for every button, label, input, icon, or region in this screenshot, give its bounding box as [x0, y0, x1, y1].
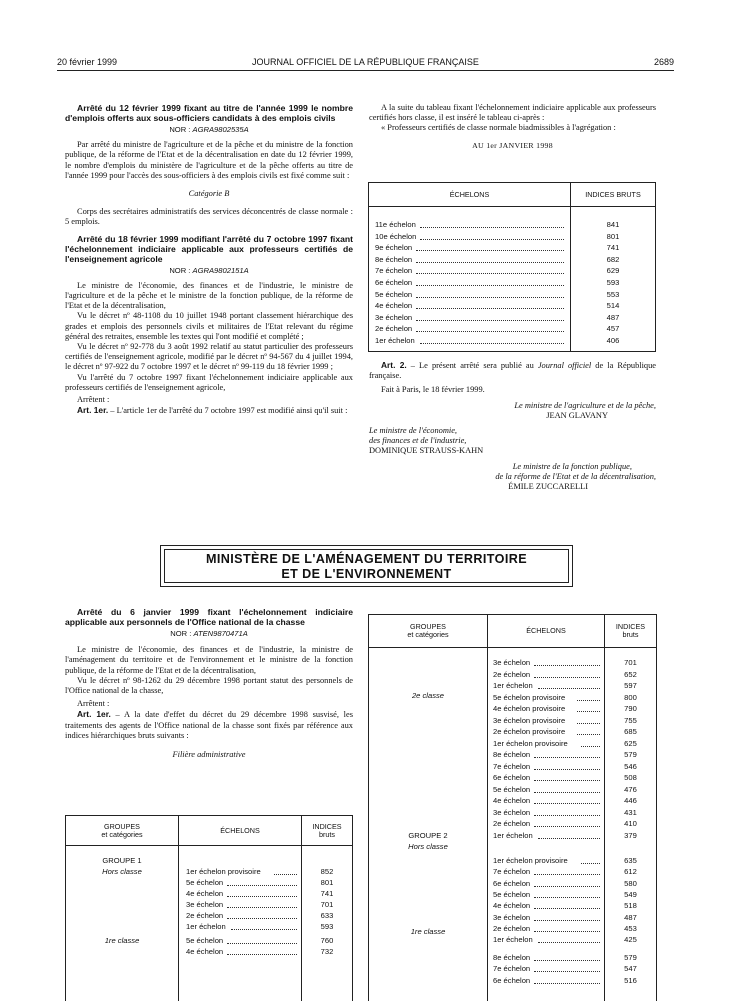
indice-value: 579: [624, 750, 637, 759]
indice-value: 790: [624, 704, 637, 713]
echelon-label: 11e échelon: [375, 220, 416, 229]
left-column-bottom: [65, 607, 353, 760]
paragraph: Le ministre de l'économie, des finances et de l'industrie, la ministre de l'aménagement du territoire et de l'environnement et le ministre de la fonction publique, de la réforme de l'Etat et de la décentralisation,: [65, 645, 353, 675]
indice-value: 514: [606, 301, 620, 311]
echelon-label: 1er échelon provisoire: [186, 867, 261, 876]
signatory-role: Le ministre de l'agriculture et de la pêche,: [514, 400, 656, 410]
header-rule: [57, 70, 674, 71]
indice-value: 410: [624, 819, 637, 828]
dotted-leader: [227, 885, 297, 886]
dotted-leader: [534, 908, 600, 909]
signatory-role: de la réforme de l'Etat et de la décentralisation,: [495, 471, 656, 481]
ministry-title-line1: MINISTÈRE DE L'AMÉNAGEMENT DU TERRITOIRE: [205, 552, 528, 566]
left-column-top: [65, 103, 353, 416]
dotted-leader: [534, 931, 600, 932]
echelon-label: 4e échelon: [375, 301, 413, 311]
dotted-leader: [577, 734, 600, 735]
dotted-leader: [534, 971, 600, 972]
dotted-leader: [416, 308, 564, 309]
dotted-leader: [227, 943, 297, 944]
dotted-leader: [534, 665, 600, 666]
indice-value: 553: [606, 289, 620, 299]
echelon-label: 1er échelon: [493, 935, 533, 945]
dotted-leader: [534, 815, 600, 816]
dotted-leader: [227, 954, 297, 955]
indice-value: 580: [624, 878, 637, 888]
indice-value: 701: [624, 658, 637, 667]
signatory-name: ÉMILE ZUCCARELLI: [508, 482, 588, 492]
dotted-leader: [416, 262, 564, 263]
dotted-leader: [581, 863, 600, 864]
signatory-role: Le ministre de l'économie,: [369, 426, 458, 436]
echelon-label: 2e échelon: [493, 669, 531, 679]
echelon-label: 8e échelon: [493, 750, 531, 759]
dotted-leader: [231, 929, 297, 930]
signatory-name: JEAN GLAVANY: [546, 410, 608, 420]
echelon-label: 6e échelon: [493, 878, 531, 888]
paragraph: Le ministre de l'économie, des finances et de l'industrie, le ministre de l'agriculture et de la pêche et le ministre de la fonction publique, de la réforme de l'Etat et de la décentralisation,: [65, 280, 353, 311]
indice-value: 741: [606, 243, 620, 253]
column-header-indices: INDICES BRUTS: [585, 190, 641, 199]
echelon-label: 3e échelon: [493, 912, 531, 922]
echelon-label: 10e échelon: [375, 231, 417, 241]
echelon-label: 4e échelon: [493, 796, 531, 805]
echelon-label: 3e échelon: [375, 312, 413, 322]
dotted-leader: [420, 343, 564, 344]
echelon-label: 1er échelon: [493, 681, 533, 690]
dotted-leader: [534, 792, 600, 793]
arretent-label: Arrêtent :: [77, 699, 110, 709]
arretent-label: Arrêtent :: [77, 395, 110, 405]
indice-value: 612: [624, 867, 637, 877]
column-header-groupes: GROUPES et catégories: [101, 822, 143, 839]
signatory-name: DOMINIQUE STRAUSS-KAHN: [369, 446, 484, 456]
nor-reference: NOR : AGRA9802535A: [169, 125, 249, 134]
table-date-label: AU 1er JANVIER 1998: [472, 140, 553, 150]
echelon-label: 2e échelon: [186, 911, 224, 920]
dotted-leader: [534, 780, 600, 781]
dotted-leader: [416, 250, 564, 251]
dotted-leader: [538, 688, 600, 689]
paragraph: Vu le décret nº 98-1262 du 29 décembre 1998 portant statut des personnels de l'Office national de la chasse,: [65, 675, 353, 696]
indice-value: 755: [624, 715, 637, 725]
indice-value: 801: [320, 878, 334, 887]
indice-value: 406: [606, 336, 620, 345]
dotted-leader: [227, 896, 297, 897]
echelon-label: 4e échelon: [186, 947, 224, 956]
dotted-leader: [420, 239, 564, 240]
echelon-label: 1er échelon: [186, 922, 226, 931]
dotted-leader: [416, 273, 564, 274]
header-journal-title: JOURNAL OFFICIEL DE LA RÉPUBLIQUE FRANÇAISE: [252, 57, 479, 67]
echelon-label: 8e échelon: [375, 254, 413, 264]
echelon-label: 3e échelon: [493, 658, 531, 667]
header-date: 20 février 1999: [57, 57, 118, 67]
class-label: 1re classe: [104, 936, 140, 945]
dotted-leader: [538, 838, 600, 839]
echelon-label: 5e échelon provisoire: [493, 692, 566, 702]
echelon-label: 1er échelon provisoire: [493, 738, 568, 748]
paragraph: Vu le décret nº 92-778 du 3 août 1992 relatif au statut particulier des professeurs certifiés de l'enseignement agricole, modifié par le décret nº 94-567 du 4 juillet 1994, le décret nº 97-922 du 7 octobre 1997 et le décret nº 99-119 du 18 février 1999 ;: [65, 342, 353, 372]
dotted-leader: [538, 942, 600, 943]
echelon-label: 2e échelon: [375, 324, 413, 334]
indice-value: 635: [624, 856, 637, 865]
indice-value: 633: [320, 911, 334, 920]
indice-value: 701: [320, 900, 334, 909]
dotted-leader: [534, 757, 600, 758]
echelon-label: 5e échelon: [493, 889, 531, 899]
signatory-role: Le ministre de la fonction publique,: [512, 461, 632, 471]
indices-table-office-chasse-1: [65, 815, 353, 1001]
dotted-leader: [420, 227, 564, 228]
echelon-label: 4e échelon: [493, 901, 531, 911]
dotted-leader: [534, 960, 600, 961]
dotted-leader: [534, 886, 600, 887]
article-1: Art. 1er. – L'article 1er de l'arrêté du 7 octobre 1997 est modifié ainsi qu'il suit :: [77, 405, 348, 416]
column-header-echelons: ÉCHELONS: [220, 826, 260, 835]
category-heading: Catégorie B: [188, 189, 230, 199]
dotted-leader: [416, 331, 564, 332]
paragraph: Par arrêté du ministre de l'agriculture et de la pêche et du ministre de la fonction publique, de la réforme de l'Etat et de la décentralisation en date du 12 février 1999, le nombre d'emplois du ministère de l'agriculture et de la pêche offerts au titre de l'année 1999 pour l'accès des sous-officiers à des emplois civils est fixé comme suit :: [65, 140, 353, 180]
nor-reference: NOR : AGRA9802151A: [169, 265, 249, 275]
echelon-label: 1er échelon: [493, 830, 533, 840]
dotted-leader: [534, 826, 600, 827]
echelon-label: 1er échelon provisoire: [493, 856, 568, 865]
paragraph: « Professeurs certifiés de classe normale biadmissibles à l'agrégation :: [381, 123, 616, 133]
indice-value: 625: [624, 738, 637, 748]
dotted-leader: [416, 297, 564, 298]
column-header-indices: INDICES bruts: [312, 822, 342, 839]
article-2: Art. 2. – Le présent arrêté sera publié au Journal officiel de la République française.: [369, 360, 656, 381]
indice-value: 741: [320, 889, 334, 898]
echelon-label: 3e échelon: [186, 900, 224, 909]
right-column-top: [369, 103, 656, 151]
dotted-leader: [416, 285, 564, 286]
indice-value: 487: [606, 312, 620, 322]
indice-value: 431: [624, 807, 637, 817]
dotted-leader: [416, 320, 564, 321]
filiere-heading: Filière administrative: [172, 750, 246, 760]
dotted-leader: [534, 803, 600, 804]
indice-value: 629: [606, 266, 620, 276]
echelon-label: 5e échelon: [186, 936, 224, 945]
class-label: 1re classe: [410, 927, 446, 936]
right-column-signatures: [369, 360, 656, 492]
echelon-label: 6e échelon: [375, 278, 413, 287]
column-header-indices: INDICES bruts: [615, 622, 646, 639]
indice-value: 593: [320, 922, 334, 931]
fait-a-paris: Fait à Paris, le 18 février 1999.: [381, 385, 485, 395]
indice-value: 508: [624, 773, 637, 782]
echelon-label: 4e échelon: [186, 889, 224, 898]
echelon-label: 8e échelon: [493, 953, 531, 962]
article-title: Arrêté du 6 janvier 1999 fixant l'échelonnement indiciaire applicable aux personnels de l'Office national de la chasse: [65, 607, 353, 627]
echelon-label: 9e échelon: [375, 243, 413, 253]
paragraph: Vu l'arrêté du 7 octobre 1997 fixant l'échelonnement indiciaire applicable aux professeurs certifiés de l'enseignement agricole,: [65, 372, 353, 392]
indice-value: 597: [624, 681, 637, 690]
dotted-leader: [274, 874, 297, 875]
indices-table-1998: [368, 182, 656, 352]
class-label: 2e classe: [411, 691, 445, 700]
indice-value: 453: [624, 923, 637, 933]
indice-value: 476: [624, 784, 637, 794]
echelon-label: 4e échelon provisoire: [493, 704, 566, 713]
dotted-leader: [577, 711, 600, 712]
indice-value: 549: [624, 889, 637, 899]
dotted-leader: [534, 677, 600, 678]
group-label: GROUPE 2: [408, 831, 448, 840]
nor-reference: NOR : ATEN9870471A: [170, 629, 248, 638]
indice-value: 685: [624, 727, 637, 736]
dotted-leader: [577, 723, 600, 724]
indice-value: 652: [624, 669, 637, 679]
dotted-leader: [581, 746, 600, 747]
echelon-label: 6e échelon: [493, 975, 531, 985]
indice-value: 446: [624, 796, 637, 805]
column-header-echelons: ÉCHELONS: [526, 626, 566, 635]
class-label: Hors classe: [102, 867, 142, 876]
indice-value: 379: [624, 830, 637, 840]
header-page-number: 2689: [653, 57, 674, 67]
indice-value: 487: [624, 912, 637, 922]
article-title: Arrêté du 18 février 1999 modifiant l'arrêté du 7 octobre 1997 fixant l'échelonnement indiciaire applicable aux professeurs certifiés de l'enseignement agricole: [65, 233, 353, 264]
indice-value: 732: [320, 947, 334, 956]
paragraph: Corps des secrétaires administratifs des services déconcentrés de classe normale : 5 emplois.: [65, 207, 353, 227]
echelon-label: 7e échelon: [493, 867, 531, 877]
echelon-label: 2e échelon: [493, 923, 531, 933]
dotted-leader: [534, 983, 600, 984]
echelon-label: 7e échelon: [375, 266, 413, 276]
running-header: [57, 57, 674, 69]
column-header-echelons: ÉCHELONS: [449, 190, 490, 199]
dotted-leader: [227, 907, 297, 908]
ministry-title-line2: ET DE L'ENVIRONNEMENT: [281, 567, 452, 581]
indice-value: 800: [624, 692, 637, 702]
indice-value: 593: [606, 278, 620, 287]
paragraph: A la suite du tableau fixant l'échelonnement indiciaire applicable aux professeurs certifiés hors classe, il est inséré le tableau ci-après :: [369, 103, 656, 123]
ministry-banner: [160, 545, 573, 587]
echelon-label: 7e échelon: [493, 964, 531, 974]
article-title: Arrêté du 12 février 1999 fixant au titre de l'année 1999 le nombre d'emplois offerts aux sous-officiers candidats à des emplois civils: [65, 103, 353, 123]
echelon-label: 5e échelon: [493, 784, 531, 794]
echelon-label: 7e échelon: [493, 761, 531, 771]
dotted-leader: [534, 769, 600, 770]
dotted-leader: [534, 920, 600, 921]
column-header-groupes: GROUPES et catégories: [407, 622, 449, 639]
dotted-leader: [227, 918, 297, 919]
indice-value: 546: [624, 761, 637, 771]
signatory-role: des finances et de l'industrie,: [369, 436, 467, 446]
echelon-label: 2e échelon provisoire: [493, 727, 566, 736]
echelon-label: 1er échelon: [375, 336, 415, 345]
echelon-label: 3e échelon: [493, 807, 531, 817]
echelon-label: 2e échelon: [493, 819, 531, 828]
indices-table-office-chasse-2: [368, 614, 657, 1001]
dotted-leader: [534, 874, 600, 875]
indice-value: 516: [624, 975, 637, 985]
indice-value: 457: [606, 324, 620, 334]
echelon-label: 6e échelon: [493, 773, 531, 782]
article-1: Art. 1er. – A la date d'effet du décret du 29 décembre 1998 susvisé, les traitements des agents de l'Office national de la chasse sont fixés par référence aux indices hiérarchiques bruts suivants :: [65, 709, 353, 740]
dotted-leader: [534, 897, 600, 898]
indice-value: 801: [606, 231, 620, 241]
indice-value: 425: [624, 935, 637, 945]
indice-value: 841: [606, 220, 620, 229]
indice-value: 579: [624, 953, 637, 962]
indice-value: 518: [624, 901, 637, 911]
indice-value: 547: [624, 964, 637, 974]
echelon-label: 3e échelon provisoire: [493, 715, 566, 725]
indice-value: 682: [606, 254, 620, 264]
indice-value: 760: [320, 936, 334, 945]
paragraph: Vu le décret nº 48-1108 du 10 juillet 1948 portant classement hiérarchique des grades et emplois des personnels civils et militaires de l'Etat relevant du régime général des retraites, ensemble les textes qui l'ont modifié et complété ;: [65, 311, 353, 341]
echelon-label: 5e échelon: [375, 289, 413, 299]
indice-value: 852: [320, 867, 334, 876]
group-label: GROUPE 1: [102, 856, 142, 865]
dotted-leader: [577, 700, 600, 701]
class-label: Hors classe: [408, 842, 448, 851]
echelon-label: 5e échelon: [186, 878, 224, 887]
